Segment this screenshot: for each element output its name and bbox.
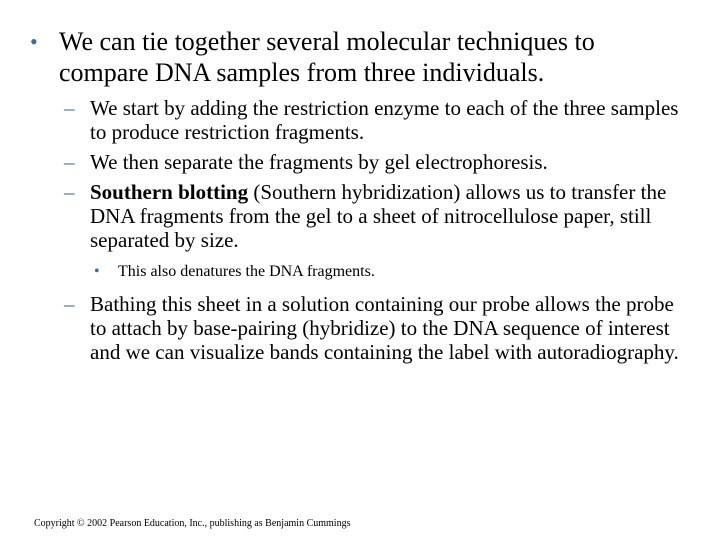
dash-icon: – [64, 96, 75, 120]
copyright-footer: Copyright © 2002 Pearson Education, Inc., publishing as Benjamin Cummings [34, 518, 351, 529]
sub-bullet-text: We start by adding the restriction enzyme to each of the three samples to produce restriction fragments. [90, 96, 679, 144]
sub-bullet-text: Bathing this sheet in a solution containing our probe allows the probe to attach by base-pairing (hybridize) to the DNA sequence of interest and we can visualize bands containing the label with autoradiography. [90, 292, 679, 364]
main-bullet-text: We can tie together several molecular techniques to compare DNA samples from three individuals. [59, 27, 595, 87]
dash-icon: – [64, 180, 75, 204]
sub-bullet-restriction [64, 96, 684, 144]
sub-bullet-text-rest: (Southern hybridization) allows us to transfer the DNA fragments from the gel to a sheet of nitrocellulose paper, still separated by size. [90, 180, 667, 252]
bullet-icon: • [30, 29, 38, 54]
sub-bullet-southern-blotting [64, 180, 684, 252]
dash-icon: – [64, 150, 75, 174]
sub-bullet-text [90, 180, 684, 252]
bullet-icon: • [94, 263, 100, 280]
sub-bullet-text: We then separate the fragments by gel electrophoresis. [90, 150, 548, 174]
sub-bullet-electrophoresis [64, 150, 684, 174]
sub-bullet-probe [64, 292, 684, 364]
dash-icon: – [64, 292, 75, 316]
sub-sub-bullet-text: This also denatures the DNA fragments. [118, 263, 375, 280]
main-bullet [30, 26, 690, 88]
sub-bullet-list [64, 96, 684, 370]
term-southern-blotting: Southern blotting [90, 180, 249, 204]
sub-sub-bullet-denature [94, 262, 684, 282]
